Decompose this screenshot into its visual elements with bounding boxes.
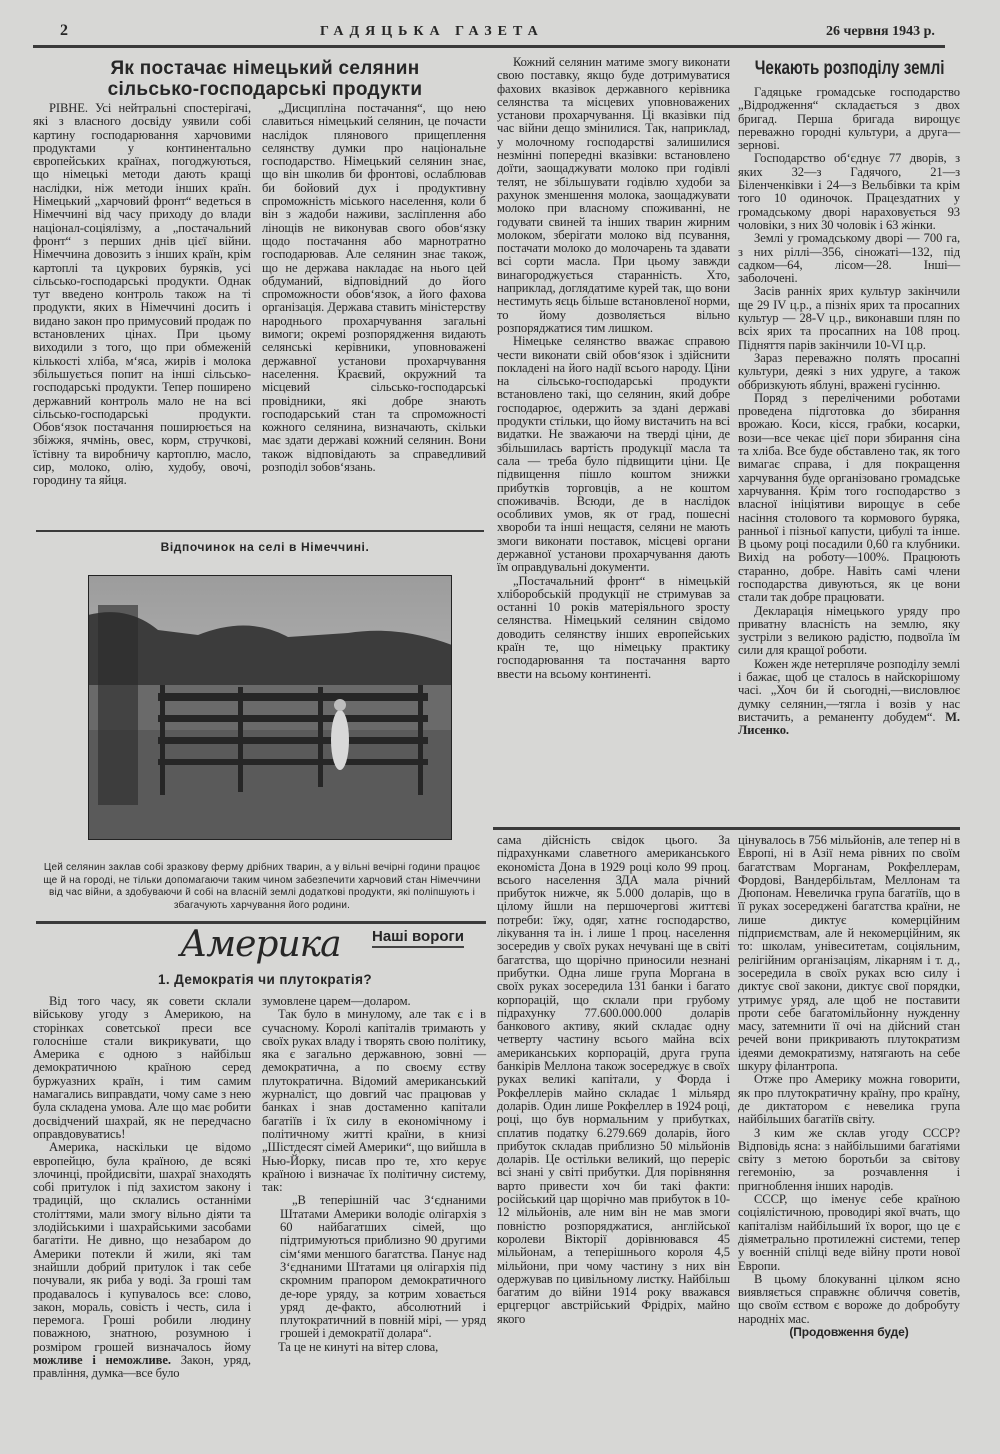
bold-text: можливе і неможливе. (33, 1353, 171, 1368)
farm-photo-image (88, 575, 452, 840)
farm-photo (88, 575, 452, 840)
article-land-column (738, 86, 960, 738)
paragraph (33, 1141, 251, 1380)
paragraph: Німецьке селянство вважає справою чести виконати свій обов‘язок і здійснити покладені на його надії всього народу. Ціни на сільсько-господарські продукти встановлено такі, що селянин, який добре господарює, одержить за здані державі продукти стільки, що йому вистачить на всі видатки. Не зважаючи на тверді ціни, де збільшилась вартість продукції масла та сала — треба було підвищити ціни. Це підвищення пішло коштом знижки прибутків торговців, а не коштом споживачів. Всюди, де в наслідок особливих умов, як от град, пошесні хвороби та інші нещастя, селяни не мають змоги виконати поставок, місцеві органи державної установи прохарчування дають їм оправдувальні документи. (497, 334, 730, 575)
paragraph: Так було в минулому, але так є і в сучасному. Королі капіталів тримають у своїх руках владу і творять свою політику, яка є загально державною, зовні — демократична, а по своєму єству плутократична. Відомий американський журналіст, що довгий час працював у банках і знав достаменно капітали багатіїв і їх силу в економічному і політичному житті країни, в книзі „Шістдесят сімей Америки“, що вийшла в Нью-Йорку, писав про те, хто керує країною і визначає їх політичну систему, так: (262, 1007, 486, 1195)
america-column-4 (738, 834, 960, 1339)
paragraph-continuation: цінувалось в 756 мільйонів, але тепер ні в Европі, ні в Азії нема рівних по своїм багатствам Морганам, Рокфеллерам, Фордові, Вандербільтам, Меллонам та Дюпонам. Невеличка група багатіїв, що в її руках зосереджені багатства країни, не лише диктує комерційним підприємствам, але й некомерційним, як то: школам, унівеситетам, соціяльним, релігійним організаціям, лікарням і т. д., зосередила в своїх руках всю силу і диктує свої закони, диктує свої порядки, утримує уряд, але щоб не поставити проти себе багатомільйонну нужденну масу, затемнити її очі на дійсний стан речей вони прикривають плутократизм ідеями демократизму, натягають на себе шкуру філантропа. (738, 833, 960, 1074)
paragraph: „Дисципліна постачання“, що нею славиться німецький селянин, це почасти наслідок плянового прищеплення селянству думки про національне господарство. Німецький селянин знає, що він школив би фронтові, ослаблював би бойовий дух і продуктивну спроможність міського населення, коли б він з жадоби наживи, засліплення або лінощів не виконував свого обов‘язку щодо постачання або марнотратно господарював. Але селянин знає також, що не держава накладає на нього цей обдуманий, відповідний до його спроможности обов‘язок, а його фахова організація. Держава ставить міністерству народнього прохарчування загальні вимоги; окремі розпорядження видають селянські керівники, уповноважені державної установи прохарчування населення. Краєвий, окружний та місцевий сільсько-господарські провідники, які добре знають господарський стан та спроможності кожного селянина, визначають, скільки має здати державі кожний селянин. Вони також відповідають за справедливий розподіл зобов‘язань. (262, 101, 486, 475)
america-column-1 (33, 995, 251, 1381)
paragraph: Землі у громадському дворі — 700 га, з них ріллі—356, сіножаті—132, під садком—64, лісом—28. Інші—заболочені. (738, 231, 960, 286)
paragraph: Гадяцьке громадське господарство „Відродження“ складається з двох бригад. Перша бригада вирощує переважно городні культури, а друга—зернові. (738, 85, 960, 153)
text: Америка, наскільки це відомо европейцю, була країною, де всякі злочинці, пройдисвіти, шахраї знаходять собі притулок і під захистом закону і традицій, що склались останніми століттями, мали змогу вільно діяти та злодійськими і шахрайськими засобами багатіти. Не дивно, що незабаром до Америки потекли й жили, які там знайшли добрий притулок і так себе почували, як риба у воді. За гроші там продавалось і купувалось все: слово, закон, мораль, совість і честь, сила і перемога. Гроші робили людину поважною, знатною, розумною і розміром грошей визначалось йому (33, 1140, 251, 1354)
masthead-rule (33, 45, 945, 48)
paragraph: Декларація німецького уряду про приватну власність на землю, яку зустріли з великою радістю, подвоїла їм сили для кращої роботи. (738, 603, 960, 658)
continued-note: (Продовження буде) (789, 1324, 909, 1339)
text: Закон, уряд, правління, думка—все було (33, 1353, 251, 1381)
paragraph: Та це не кинуті на вітер слова, (278, 1339, 439, 1354)
article-supply-column-1 (33, 102, 251, 488)
quotation: „В теперішній час З‘єднаними Штатами Америки володіє олігархія з 60 найбагатших сімей, що підтримуються приблизно 90 другими сім‘ями меншого багатства. Панує над З‘єднаними Штатами ця олігархія під скромним прапором демократичного де-юре уряду, за котрим ховається уряд де-факто, абсолютний і плутократичний в повній мірі, — уряд грошей і демократії долара“. (280, 1193, 486, 1341)
headline-line-2: сільсько-господарські продукти (107, 79, 423, 100)
photo-caption: Цей селянин заклав собі зразкову ферму дрібних тварин, а у вільні вечірні години працює ще й на городі, не тільки допомагаючи таким чином забезпечити харчовий стан Німеччини від час війни, а здобуваючи й собі на власній землі додаткові продукти, які поліпшують і збагачують харчування його родини. (43, 862, 481, 911)
paragraph: РІВНЕ. Усі нейтральні спостерігачі, які з власного досвіду уявили собі картину господарювання харчовими продуктами у континентально європейських країнах, погоджуються, що німецькі методи дають кращі наслідки, ніж методи інших країн. Німецький „харчовий фронт“ ведеться в Німеччині від часу приходу до влади націонал-соціялізму, а „постачальний фронт“ з перших днів цієї війни. Німеччина довозить з інших країн, крім картоплі та цукрових буряків, усі сільсько-господарські продукти. Однак тут введено контроль також на ті продукти, яких в Німеччині досить і видано закон про примусовий продаж по встановлених цінах. При цьому виходили з того, що при обмеженій кількості хліба, м‘яса, жирів і молока збільшується попит на інші сільсько-господарські продукти. Тепер поширено державний контроль мало не на всі сільсько-господарські продукти. Обов‘язок постачання поширюється на збіжжя, ячмінь, овес, корм, стручкові, їстівну та виробничу картоплю, масло, сир, молоко, олію, худобу, овочі, городину та яйця. (33, 101, 251, 488)
paragraph: СССР, що іменує себе країною соціялістичною, проводирі якої вчать, що капіталізм найбільший їх ворог, що це є діяметрально протилежні системи, тепер у воєнній спілці веде війну проти нової Европи. (738, 1192, 960, 1273)
issue-date: 26 червня 1943 р. (826, 24, 935, 39)
section-rule-right (493, 827, 960, 830)
paragraph: В цьому блокуванні цілком ясно виявляється справжнє обличчя советів, що своїм єством є вороже до добробуту народніх мас. (738, 1271, 960, 1326)
article-supply-headline (40, 58, 490, 100)
paragraph: „Постачальний фронт“ в німецькій хліборобській продукції не стримував за останні 10 років матеріяльного зросту селянства. Німецький селянин свідомо доводить селянству інших европейських країн те, що німецьку практику господарювання та постачання варто ввести на всьому континенті. (497, 573, 730, 681)
paragraph: Зараз переважно полять просапні культури, деякі з них удруге, а також оббризкують яблуні, вражені гусінню. (738, 350, 960, 392)
paragraph-continuation: сама дійсність свідок цього. За підрахунками славетного американського економіста Дона в 1929 році коло 99 проц. всього населення ЗДА мала річний прибуток нижче, як 5.000 доларів, що в цілому йшли на першочергові життєві потреби: їжу, одяг, хатнє господарство, лікування та ін. і лише 1 проц. населення зосередив у своїх руках нечувані ще в світі багатства, що щорічно приносили незнані прибутки. Одна лише група Моргана в своїх руках зосередила 131 банки і багато корпорацій, що склали при грубому підрахунку 77.600.000.000 доларів банкового активу, який складає одну четверту частину всього майна всіх американських корпорацій, друга група банкірів Меллона також зосереджує в своїх руках великі капітали, у Форда і Рокфеллерів майно складає 1 мільярд доларів. Один лише Рокфеллер в 1924 році, році, що був нормальним у прибутках, сплатив податку 6.279.669 доларів, його прибуток складав приблизно 50 мільйонів доларів. Це остільки великий, що переріс всі знані у світі прибутки. Для порівняння варто привести хоч би такі факти: російський цар щорічно мав прибуток в 10-12 мільйонів, але ним він не мав змоги повністю розпоряджатися, англійської королеви Вікторії дорівнювався 45 мільйонам, а теперішнього короля 4,5 мільйони, при чому частину з них він одержував по цивільному листку. Найбільш багатим до війни 1914 року вважався ерцгерцог австрійський Фрідріх, майно якого (497, 833, 730, 1326)
newspaper-title: ГАДЯЦЬКА ГАЗЕТА (320, 24, 544, 39)
america-column-2 (262, 995, 486, 1354)
america-title: Америка (180, 924, 341, 965)
paragraph: Поряд з переліченими роботами проведена підготовка до збирання врожаю. Коси, кісся, грабки, косарки, вози—все чекає цієї пори збирання сіна та хліба. Все буде обставлено так, як того вимагає справа, і для покращення харчування буде організовано громадське харчування. Крім того господарство з власної ініціятиви вирощує в себе насіння столового та кормового буряка, ранньої і пізньої капусти, цибулі та інше. В цьому році посадили 0,60 га клубники. Вихід на роботу—100%. Працюють старанно, добре. Навіть самі члени господарства дивуються, як це вони стали так добре працювати. (738, 390, 960, 605)
paragraph: З ким же склав угоду СССР? Відповідь ясна: з найбільшими багатіями світу з метою боротьби за світову гегемонію, за розчавлення і пригноблення інших народів. (738, 1125, 960, 1193)
article-supply-column-3 (497, 56, 730, 681)
headline-line-1: Як постачає німецький селянин (110, 58, 420, 79)
author-signature: М. Лисенко. (738, 709, 960, 738)
photo-separator (36, 530, 484, 532)
america-subtitle: 1. Демократія чи плутократія? (157, 972, 373, 987)
paragraph-continuation: зумовлене царем—доларом. (262, 994, 411, 1008)
page-number: 2 (60, 22, 68, 39)
paragraph: Кожний селянин матиме змогу виконати свою поставку, якщо буде дотримуватися фахових вказівок державного керівника селянства та місцевих уповноважених установи прохарчування. Ці вказівки під час війни дещо змінилися. Так, наприклад, у молочному господарстві залишилися незмінні попередні вказівки: встановлено доїти, заощаджувати молоко при годівлі телят, не збільшувати годівлю худоби за рахунок зменшення молока, заощаджувати молоко при власному споживанні, не годувати свиней та інших тварин жирним молоком, зберігати молоко від псування, постачати молоко до молочарень та здавати всі сорти масла. При цьому завжди винагороджується старанність. Хто, наприклад, доглядатиме курей так, що вони нестимуть яєць більше встановленої норми, то йому дозволяється вільно розпоряджатися тим лишком. (497, 55, 730, 335)
article-land-headline (700, 57, 1000, 81)
rubric-label: Наші вороги (372, 928, 464, 948)
headline-text: Чекають розподілу землі (755, 58, 945, 79)
paragraph: Засів ранніх ярих культур закінчили ще 29 IV ц.р., а пізніх ярих та просапних культур — 28-V ц.р., виконавши плян по всіх ярих та просапних на 108 проц. Підняття парів закінчили 10-VI ц.р. (738, 284, 960, 352)
paragraph: Отже про Америку можна говорити, як про плутократичну країну, про країну, де диктатором є невелика група найбільших багатіїв світу. (738, 1072, 960, 1127)
america-column-3 (497, 834, 730, 1326)
text: Кожен жде нетерпляче розподілу землі і бажає, щоб це сталось в найскорішому часі. „Хоч би й сьогодні,—висловлює думку селянин,—тягла і возів у нас вистачить, а реманенту добудем“. (738, 656, 960, 724)
photo-heading: Відпочинок на селі в Німеччині. (160, 540, 370, 554)
paragraph (738, 658, 960, 738)
paragraph: Від того часу, як совети склали військову угоду з Америкою, на сторінках советської преси все голосніше стали викрикувати, що Америка є одною з найбільш демократичною країною серед буржуазних країн, і тим самим намагались виправдати, чому саме з нею була складена умова. Але що має робити досвідчений шахрай, як не передчасно оправдовуватись! (33, 994, 251, 1141)
paragraph: Господарство об‘єднує 77 дворів, з яких 32—з Гадячого, 21—з Біленченківки і 24—з Вельбівки та крім того 10 одиночок. Працездатних у громадському дворі нараховується 93 чоловіки, з них 30 чоловік і 63 жінки. (738, 151, 960, 232)
article-supply-column-2 (262, 102, 486, 474)
